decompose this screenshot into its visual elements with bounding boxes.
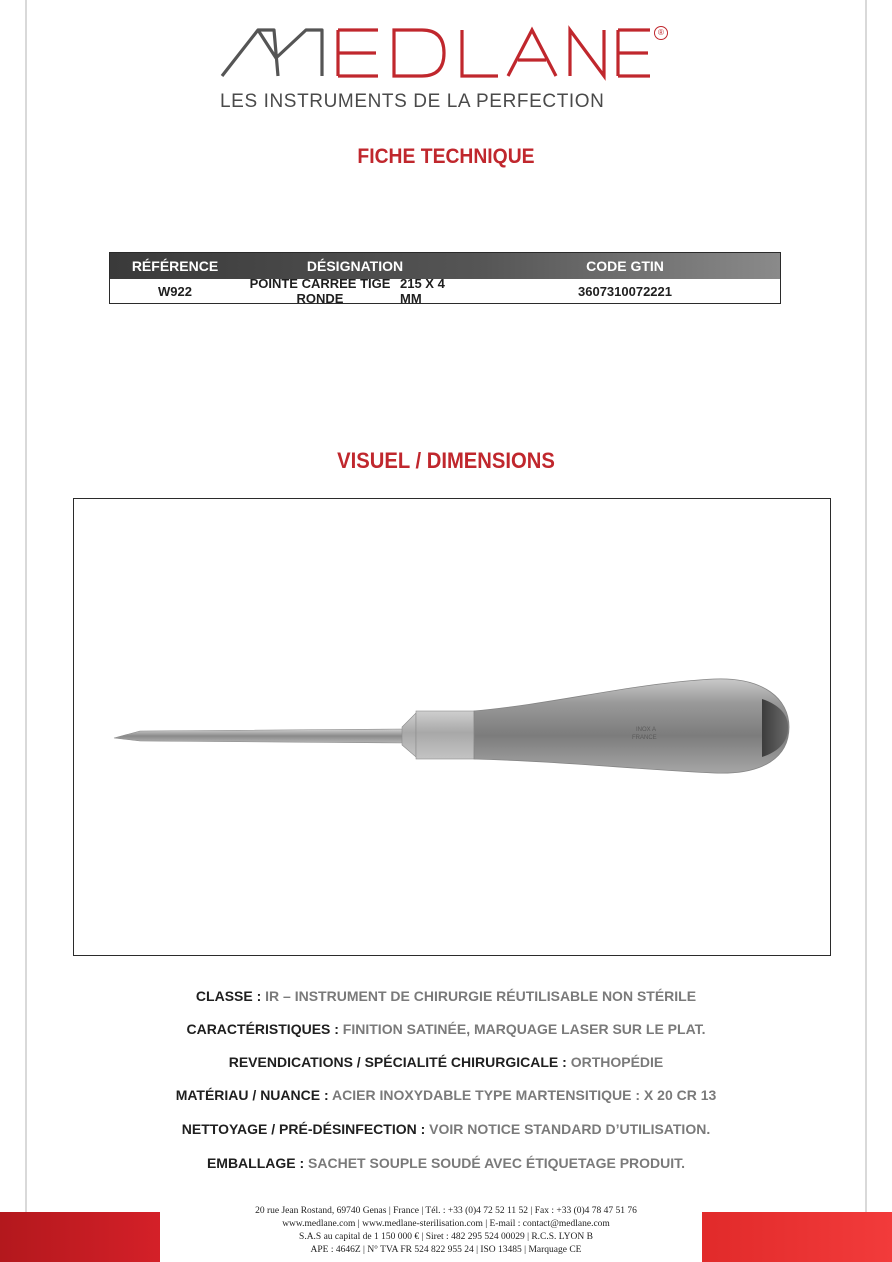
handle bbox=[474, 679, 789, 773]
product-visual-frame bbox=[73, 498, 831, 956]
instrument-image bbox=[74, 499, 830, 955]
visuel-dimensions-title: VISUEL / DIMENSIONS bbox=[337, 448, 555, 473]
column-header-reference: RÉFÉRENCE bbox=[131, 258, 219, 274]
footer-web-line: www.medlane.com | www.medlane-sterilisation.com | E-mail : contact@medlane.com bbox=[282, 1219, 610, 1229]
spec-label: REVENDICATIONS / SPÉCIALITÉ CHIRURGICALE : bbox=[228, 1054, 567, 1070]
engraving-line-2: FRANCE bbox=[632, 735, 657, 741]
spec-materiau bbox=[0, 1087, 892, 1103]
spec-value: ACIER INOXYDABLE TYPE MARTENSITIQUE : X 20 CR 13 bbox=[328, 1087, 717, 1103]
cell-gtin: 3607310072221 bbox=[578, 283, 672, 299]
spec-label: CARACTÉRISTIQUES : bbox=[186, 1021, 339, 1037]
spec-label: NETTOYAGE / PRÉ-DÉSINFECTION : bbox=[181, 1121, 426, 1137]
spec-value: FINITION SATINÉE, MARQUAGE LASER SUR LE PLAT. bbox=[338, 1021, 706, 1037]
spec-value: VOIR NOTICE STANDARD D’UTILISATION. bbox=[425, 1121, 711, 1137]
spec-value: IR – INSTRUMENT DE CHIRURGIE RÉUTILISABLE NON STÉRILE bbox=[261, 988, 697, 1004]
registered-mark: ® bbox=[654, 26, 668, 40]
spec-nettoyage bbox=[0, 1121, 892, 1137]
spec-revendications bbox=[0, 1054, 892, 1070]
table-row bbox=[110, 276, 780, 306]
fiche-technique-title: FICHE TECHNIQUE bbox=[357, 145, 535, 168]
spec-label: EMBALLAGE : bbox=[206, 1155, 305, 1171]
cell-dimensions: 215 X 4 MM bbox=[400, 276, 445, 306]
spec-label: MATÉRIAU / NUANCE : bbox=[175, 1087, 329, 1103]
spec-emballage bbox=[0, 1155, 892, 1171]
reference-table bbox=[109, 252, 781, 304]
column-header-gtin: CODE GTIN bbox=[586, 258, 664, 274]
medlane-wordmark bbox=[218, 18, 658, 88]
spec-caracteristiques bbox=[0, 1021, 892, 1037]
shaft bbox=[114, 729, 404, 743]
ferrule-cone bbox=[402, 713, 416, 757]
medlane-logo bbox=[218, 18, 678, 118]
footer-address-line: 20 rue Jean Rostand, 69740 Genas | France | Tél. : +33 (0)4 72 52 11 52 | Fax : +33 (0)4 78 47 51 76 bbox=[255, 1206, 637, 1216]
column-header-designation: DÉSIGNATION bbox=[306, 258, 404, 274]
footer-legal-line: S.A.S au capital de 1 150 000 € | Siret : 482 295 524 00029 | R.C.S. LYON B bbox=[299, 1232, 593, 1242]
logo-tagline: LES INSTRUMENTS DE LA PERFECTION bbox=[220, 91, 605, 112]
spec-value: SACHET SOUPLE SOUDÉ AVEC ÉTIQUETAGE PRODUIT. bbox=[304, 1155, 686, 1171]
cell-reference: W922 bbox=[158, 283, 192, 299]
footer-registration-line: APE : 4646Z | N° TVA FR 524 822 955 24 | ISO 13485 | Marquage CE bbox=[310, 1245, 582, 1255]
engraving-line-1: INOX A bbox=[636, 727, 657, 733]
spec-value: ORTHOPÉDIE bbox=[566, 1054, 664, 1070]
spec-classe bbox=[0, 988, 892, 1004]
ferrule bbox=[416, 711, 476, 759]
spec-label: CLASSE : bbox=[195, 988, 262, 1004]
cell-designation: POINTE CARREE TIGE RONDE bbox=[249, 276, 391, 306]
company-footer bbox=[0, 1205, 892, 1257]
